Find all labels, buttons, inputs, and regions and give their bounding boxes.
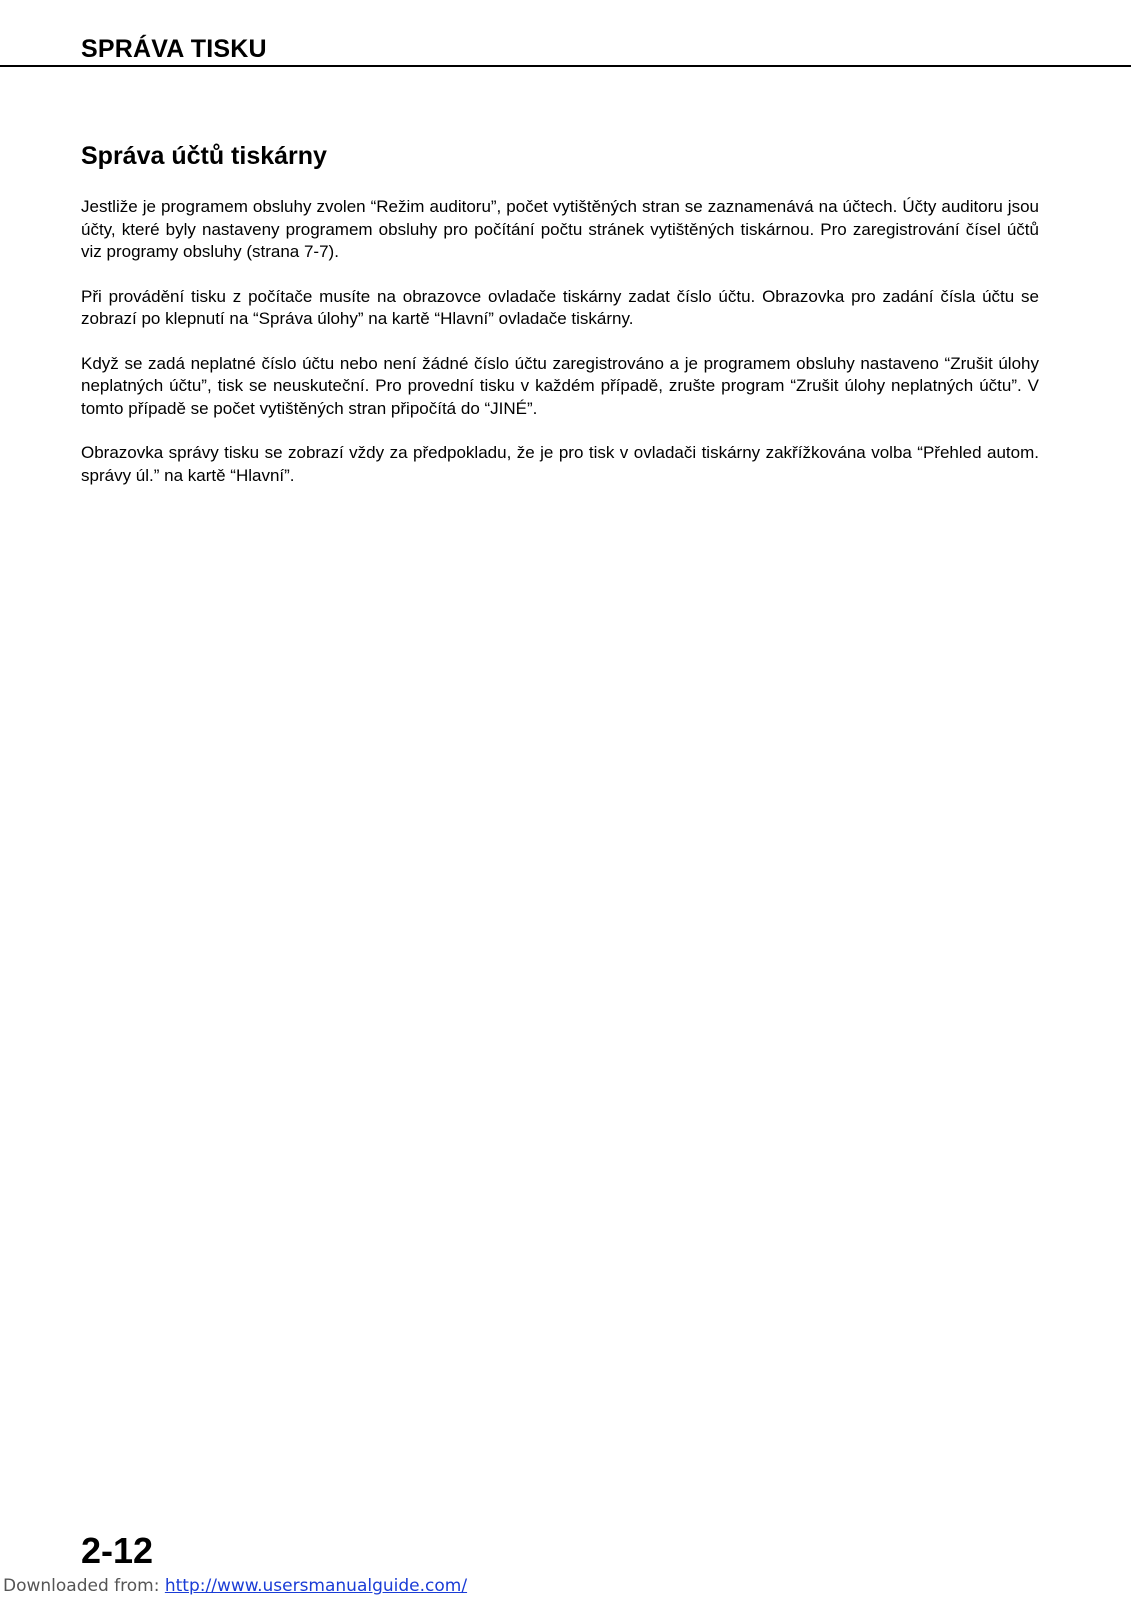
- footer-prefix: Downloaded from:: [3, 1576, 165, 1596]
- paragraph-invalid-account: Když se zadá neplatné číslo účtu nebo není žádné číslo účtu zaregistrováno a je programem obsluhy nastaveno “Zrušit úlohy neplatných účtu”, tisk se neuskuteční. Pro provední tisku v každém případě, zrušte program “Zrušit úlohy neplatných účtu”. V tomto případě se počet vytištěných stran připočítá do “JINÉ”.: [81, 353, 1039, 418]
- header-divider: [0, 65, 1131, 67]
- running-header: SPRÁVA TISKU: [81, 35, 267, 63]
- page-number: 2-12: [81, 1530, 154, 1571]
- section-body: [81, 196, 1039, 509]
- footer-link[interactable]: http://www.usersmanualguide.com/: [164, 1576, 468, 1596]
- download-footer: [3, 1575, 467, 1597]
- paragraph-auditor-mode: Jestliže je programem obsluhy zvolen “Režim auditoru”, počet vytištěných stran se zaznamenává na účtech. Účty auditoru jsou účty, které byly nastaveny programem obsluhy pro počítání počtu stránek vytištěných tiskárnou. Pro zaregistrování čísel účtů viz programy obsluhy (strana 7-7).: [81, 197, 1039, 261]
- paragraph-print-overview: Obrazovka správy tisku se zobrazí vždy za předpokladu, že je pro tisk v ovladači tiskárny zakřížkována volba “Přehled autom. správy úl.” na kartě “Hlavní”.: [81, 443, 1039, 485]
- paragraph-account-entry: Při provádění tisku z počítače musíte na obrazovce ovladače tiskárny zadat číslo účtu. Obrazovka pro zadání čísla účtu se zobrazí po klepnutí na “Správa úlohy” na kartě “Hlavní” ovladače tiskárny.: [81, 286, 1039, 328]
- section-title: Správa účtů tiskárny: [81, 142, 327, 170]
